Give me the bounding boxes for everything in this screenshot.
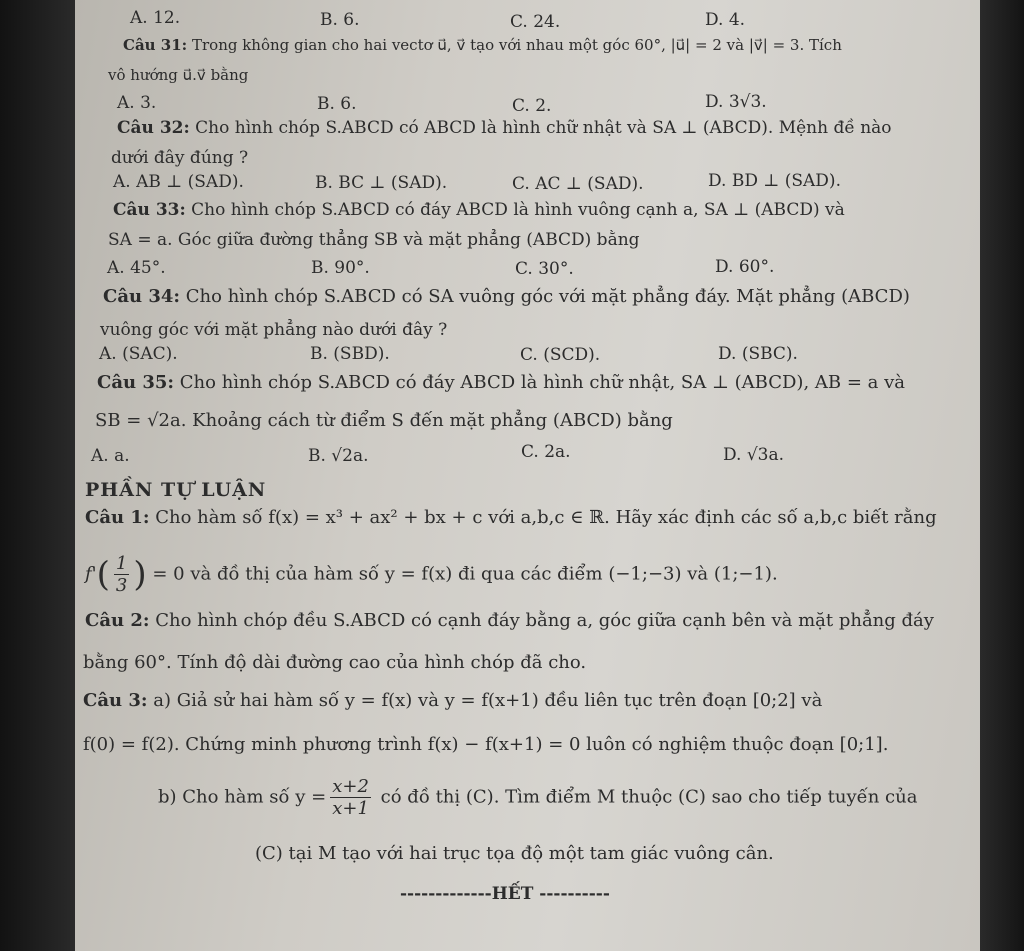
q34-line1 (103, 286, 910, 307)
exam-page (75, 0, 980, 951)
q34-label: Câu 34: (103, 286, 181, 307)
c1-paren-close: ) (133, 554, 147, 595)
left-margin-shadow (0, 0, 75, 951)
c3-line1 (83, 690, 822, 711)
q35-line1 (97, 372, 905, 393)
q34-option-d: D. (SBC). (718, 344, 798, 364)
c2-line1 (85, 610, 934, 631)
q34-option-b: B. (SBD). (310, 344, 390, 364)
c3-line2: f(0) = f(2). Chứng minh phương trình f(x) − f(x+1) = 0 luôn có nghiệm thuộc đoạn [0;1]. (83, 734, 889, 755)
c1-label: Câu 1: (85, 507, 150, 528)
c3b-pre: b) Cho hàm số y = (158, 786, 327, 808)
q33-line1 (113, 200, 845, 220)
c3b-post: có đồ thị (C). Tìm điểm M thuộc (C) sao cho tiếp tuyến của (380, 786, 918, 808)
c1-frac-den: 3 (115, 575, 128, 596)
q31-option-b: B. 6. (317, 94, 357, 114)
q33-label: Câu 33: (113, 200, 186, 220)
q32-label: Câu 32: (117, 118, 190, 138)
c3-line4: (C) tại M tạo với hai trục tọa độ một tam giác vuông cân. (255, 843, 774, 864)
q33-option-a: A. 45°. (107, 258, 166, 278)
q32-line1 (117, 118, 892, 138)
q34-line2: vuông góc với mặt phẳng nào dưới đây ? (100, 320, 448, 340)
q33-option-b: B. 90°. (311, 258, 370, 278)
q33-text: Cho hình chóp S.ABCD có đáy ABCD là hình vuông cạnh a, SA ⊥ (ABCD) và (191, 200, 845, 220)
c1-line1 (85, 507, 937, 528)
q33-line2: SA = a. Góc giữa đường thẳng SB và mặt phẳng (ABCD) bằng (108, 230, 640, 250)
q35-option-b: B. √2a. (308, 446, 369, 466)
q35-option-c: C. 2a. (521, 442, 571, 462)
q32-option-c: C. AC ⊥ (SAD). (512, 174, 644, 194)
q33-option-d: D. 60°. (715, 257, 775, 277)
c3-frac-den: x+1 (332, 798, 369, 819)
end-marker: -------------HẾT ---------- (400, 884, 610, 904)
q35-label: Câu 35: (97, 372, 175, 393)
q35-option-a: A. a. (91, 446, 130, 466)
c3-frac-num: x+2 (332, 776, 369, 797)
q32-text: Cho hình chóp S.ABCD có ABCD là hình chữ nhật và SA ⊥ (ABCD). Mệnh đề nào (195, 118, 892, 138)
c1-frac-num: 1 (115, 553, 128, 574)
c2-text: Cho hình chóp đều S.ABCD có cạnh đáy bằng a, góc giữa cạnh bên và mặt phẳng đáy (155, 610, 934, 631)
q31-line2: vô hướng u⃗.v⃗ bằng (108, 66, 249, 84)
q30-option-c: C. 24. (510, 12, 561, 32)
c1-text2: = 0 và đồ thị của hàm số y = f(x) đi qua các điểm (−1;−3) và (1;−1). (152, 563, 778, 585)
c3-label: Câu 3: (83, 690, 148, 711)
q35-line2: SB = √2a. Khoảng cách từ điểm S đến mặt phẳng (ABCD) bằng (95, 410, 673, 431)
q31-option-a: A. 3. (117, 93, 157, 113)
q34-option-c: C. (SCD). (520, 345, 601, 365)
right-margin-shadow (980, 0, 1024, 951)
c1-line2 (85, 553, 778, 596)
q34-option-a: A. (SAC). (99, 344, 178, 364)
q31-line1 (123, 36, 842, 54)
q31-label: Câu 31: (123, 36, 188, 54)
q33-option-c: C. 30°. (515, 259, 574, 279)
q30-option-b: B. 6. (320, 10, 360, 30)
c3-fraction (330, 776, 371, 819)
c1-text: Cho hàm số f(x) = x³ + ax² + bx + c với a,b,c ∈ ℝ. Hãy xác định các số a,b,c biết rằng (155, 507, 937, 528)
q35-option-d: D. √3a. (723, 445, 785, 465)
q35-text: Cho hình chóp S.ABCD có đáy ABCD là hình chữ nhật, SA ⊥ (ABCD), AB = a và (179, 372, 905, 393)
q30-option-a: A. 12. (130, 8, 181, 28)
c1-paren-open: ( (96, 554, 110, 595)
c2-line2: bằng 60°. Tính độ dài đường cao của hình chóp đã cho. (83, 652, 587, 673)
q30-option-d: D. 4. (705, 10, 746, 30)
c3-line3 (158, 776, 917, 819)
q32-option-a: A. AB ⊥ (SAD). (113, 172, 244, 192)
c2-label: Câu 2: (85, 610, 150, 631)
q32-option-b: B. BC ⊥ (SAD). (315, 173, 448, 193)
section-title: PHẦN TỰ LUẬN (85, 479, 267, 501)
q32-line2: dưới đây đúng ? (111, 148, 249, 168)
q31-option-d: D. 3√3. (705, 92, 767, 112)
q31-option-c: C. 2. (512, 96, 552, 116)
c1-fprime: f' (85, 563, 97, 585)
c1-fraction (114, 553, 129, 596)
q34-text: Cho hình chóp S.ABCD có SA vuông góc với mặt phẳng đáy. Mặt phẳng (ABCD) (185, 286, 910, 307)
c3-text: a) Giả sử hai hàm số y = f(x) và y = f(x+1) đều liên tục trên đoạn [0;2] và (153, 690, 823, 711)
q32-option-d: D. BD ⊥ (SAD). (708, 171, 841, 191)
q31-text: Trong không gian cho hai vectơ u⃗, v⃗ tạo với nhau một góc 60°, |u⃗| = 2 và |v⃗| = 3. Tích (191, 36, 842, 54)
